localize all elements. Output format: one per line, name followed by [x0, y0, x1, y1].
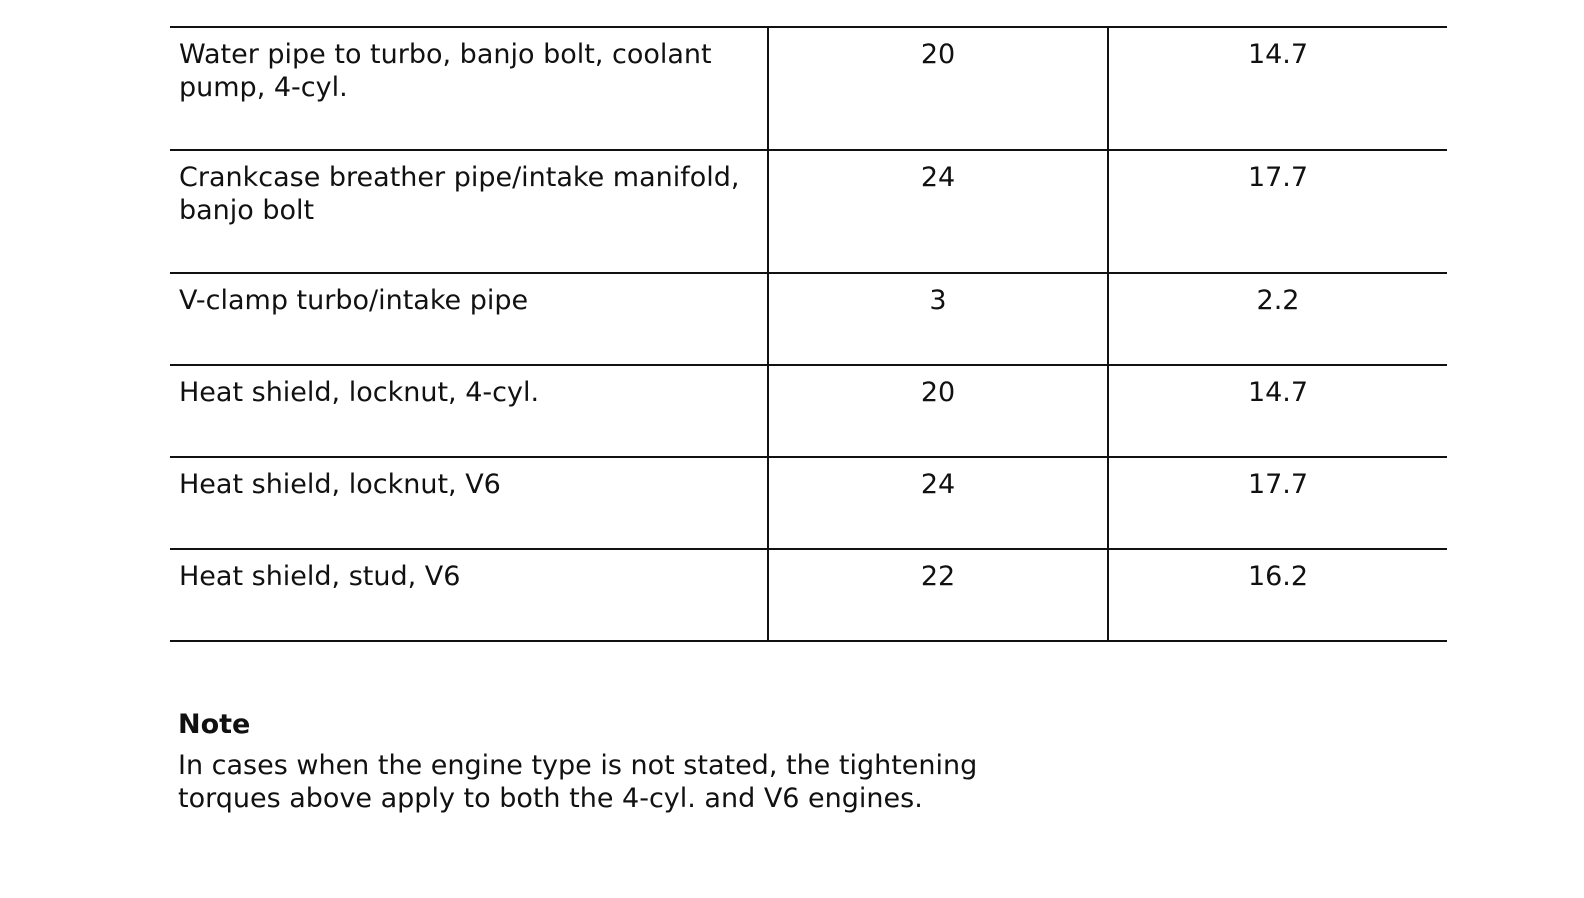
- row-nm-value: 22: [768, 549, 1108, 641]
- row-lbft-value: 17.7: [1108, 150, 1447, 273]
- note-text: In cases when the engine type is not stated, the tightening torques above apply to both the 4-cyl. and V6 engines.: [178, 750, 978, 814]
- row-nm-value: 20: [768, 365, 1108, 457]
- row-lbft-value: 2.2: [1108, 273, 1447, 365]
- row-lbft-value: 17.7: [1108, 457, 1447, 549]
- row-description: V-clamp turbo/intake pipe: [170, 273, 768, 365]
- note-title: Note: [178, 709, 251, 740]
- row-description: Heat shield, locknut, V6: [170, 457, 768, 549]
- table-row: [170, 150, 1447, 273]
- row-description: Water pipe to turbo, banjo bolt, coolant pump, 4-cyl.: [170, 27, 768, 150]
- table-row: [170, 365, 1447, 457]
- row-nm-value: 24: [768, 457, 1108, 549]
- row-description: Heat shield, stud, V6: [170, 549, 768, 641]
- torque-table: [170, 26, 1447, 642]
- table-row: [170, 457, 1447, 549]
- row-description: Heat shield, locknut, 4-cyl.: [170, 365, 768, 457]
- row-nm-value: 3: [768, 273, 1108, 365]
- table-row: [170, 549, 1447, 641]
- row-lbft-value: 14.7: [1108, 365, 1447, 457]
- table-row: [170, 273, 1447, 365]
- row-nm-value: 20: [768, 27, 1108, 150]
- row-nm-value: 24: [768, 150, 1108, 273]
- row-lbft-value: 16.2: [1108, 549, 1447, 641]
- row-description: Crankcase breather pipe/intake manifold, banjo bolt: [170, 150, 768, 273]
- row-lbft-value: 14.7: [1108, 27, 1447, 150]
- note-section: [178, 708, 1038, 815]
- table-row: [170, 27, 1447, 150]
